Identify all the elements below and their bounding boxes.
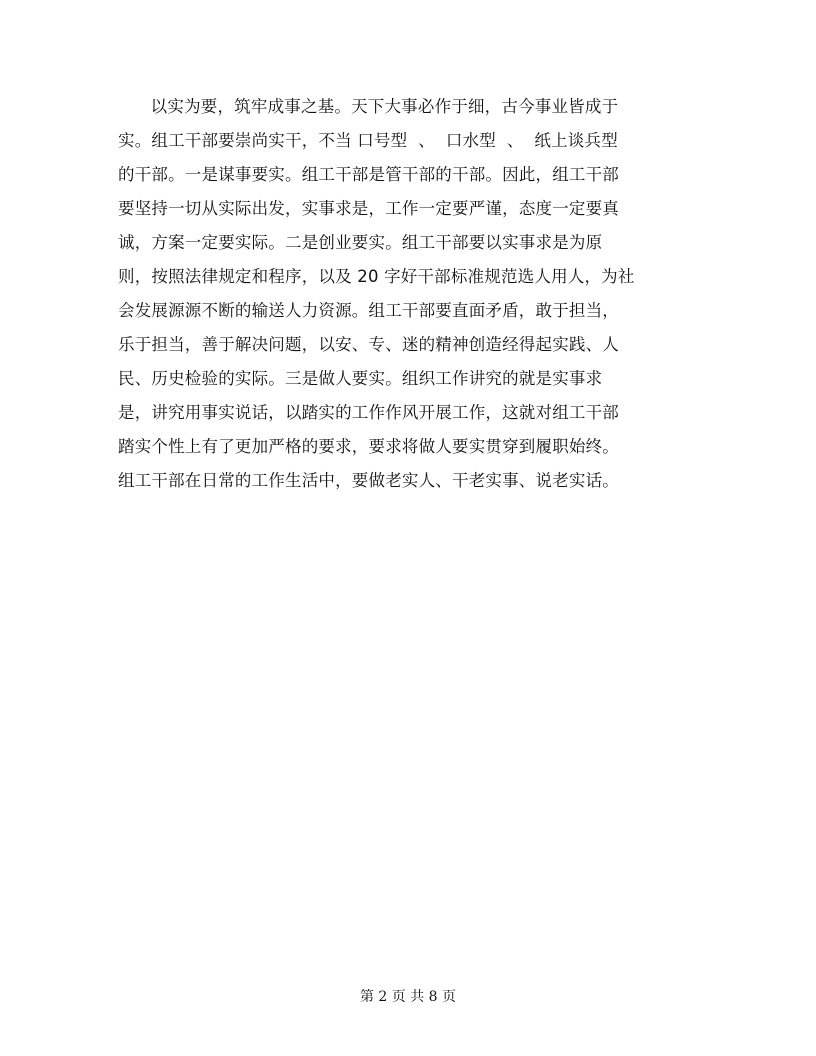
paragraph-line: 踏实个性上有了更加严格的要求，要求将做人要实贯穿到履职始终。: [118, 437, 619, 456]
paragraph-line: 是，讲究用事实说话，以踏实的工作作风开展工作，这就对组工干部: [118, 403, 619, 422]
paragraph-line: 乐于担当，善于解决问题，以安、专、迷的精神创造经得起实践、人: [118, 335, 619, 354]
paragraph-line: 要坚持一切从实际出发，实事求是，工作一定要严谨，态度一定要真: [118, 199, 619, 218]
paragraph-line: 则，按照法律规定和程序，以及 20 字好干部标准规范选人用人，为社: [118, 267, 635, 286]
paragraph-line: 的干部。一是谋事要实。组工干部是管干部的干部。因此，组工干部: [118, 165, 619, 184]
paragraph-line: 以实为要，筑牢成事之基。天下大事必作于细，古今事业皆成于: [118, 97, 619, 116]
paragraph-line: 民、历史检验的实际。三是做人要实。组织工作讲究的就是实事求: [118, 369, 603, 388]
paragraph-line: 实。组工干部要崇尚实干，不当 口号型 、 口水型 、 纸上谈兵型: [118, 131, 618, 150]
paragraph-line: 组工干部在日常的工作生活中，要做老实人、干老实事、说老实话。: [118, 471, 619, 490]
paragraph-line: 诚，方案一定要实际。二是创业要实。组工干部要以实事求是为原: [118, 233, 603, 252]
paragraph-line: 会发展源源不断的输送人力资源。组工干部要直面矛盾，敢于担当，: [118, 301, 619, 320]
page-number-footer: 第 2 页 共 8 页: [359, 989, 457, 1005]
body-paragraph: [118, 90, 708, 498]
